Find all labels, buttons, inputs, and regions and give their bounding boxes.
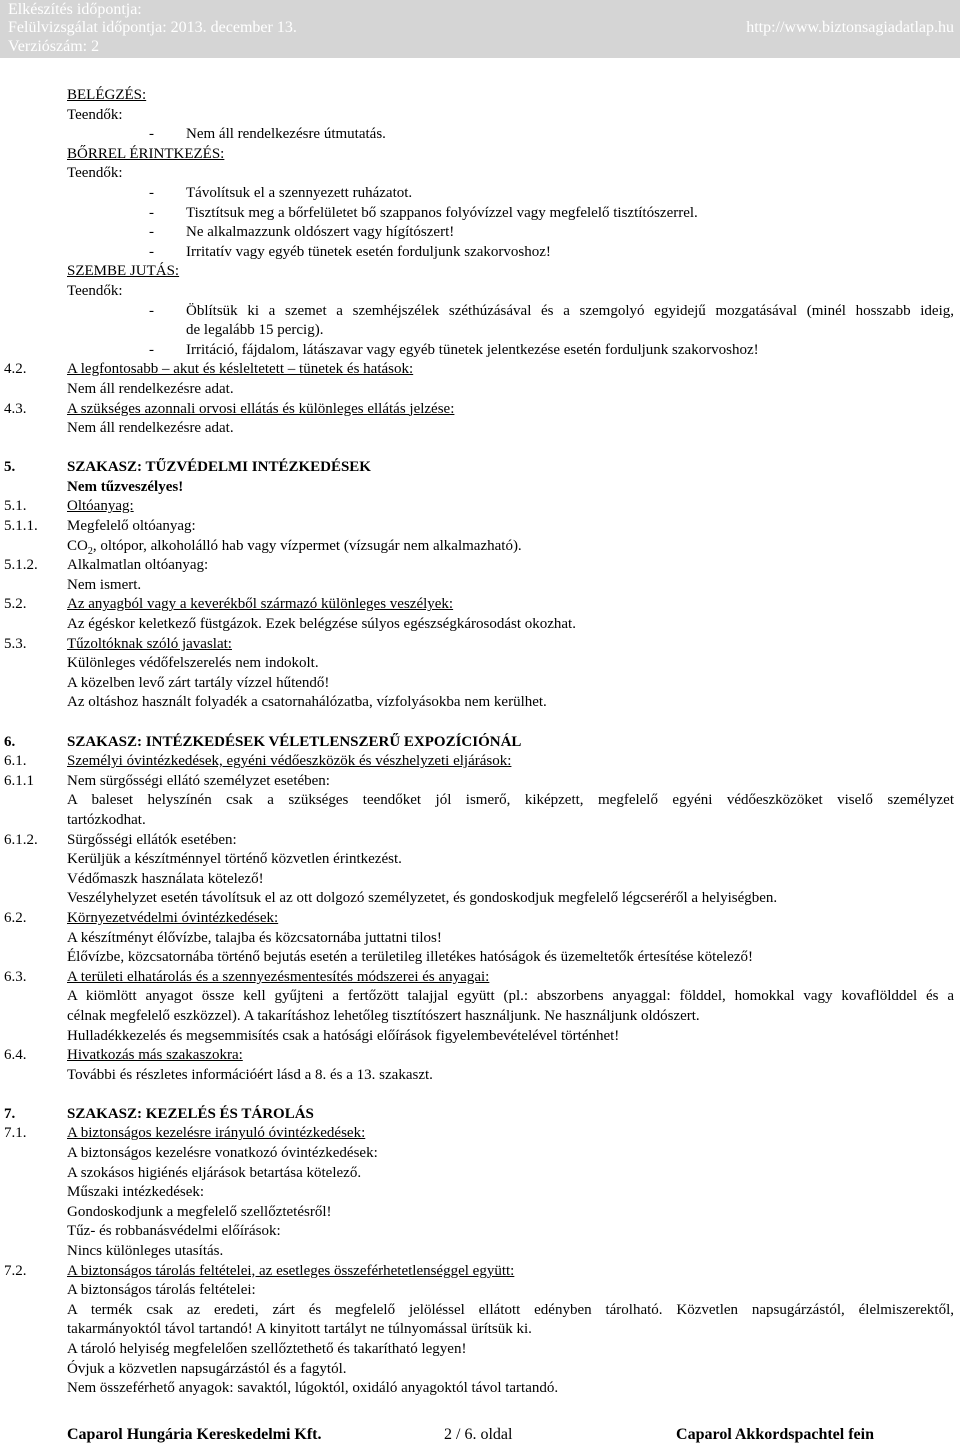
- section-heading: Hivatkozás más szakaszokra:: [67, 1047, 243, 1064]
- section-subtitle: Nem tűzveszélyes!: [67, 478, 184, 495]
- section-heading: A biztonságos tárolás feltételei, az esetleges összeférhetetlenséggel együtt:: [67, 1262, 515, 1279]
- section-number: 5.3.: [4, 635, 27, 652]
- section-text: célnak megfelelő eszközzel). A takarításhoz lehetőleg tisztítószert használjunk. Ne használjunk oldószert.: [67, 1007, 700, 1024]
- header-url-link[interactable]: http://www.biztonsagiadatlap.hu: [746, 19, 954, 36]
- section-number: 5.: [4, 459, 16, 476]
- section-text: tartózkodhat.: [67, 811, 146, 828]
- section-text: A kiömlött anyagot össze kell gyűjteni a fertőzött talajjal együtt (pl.: abszorbens anyaggal: földdel, homokkal vagy kovaflölddel és a: [67, 988, 954, 1005]
- list-item: Öblítsük ki a szemet a szemhéjszélek széthúzásával és a szemgolyó egyidejű mozgatásával (minél hosszabb ideig,: [186, 302, 954, 319]
- section-number: 5.1.2.: [4, 557, 38, 574]
- section-text: Nem összeférhető anyagok: savaktól, lúgoktól, oxidáló anyagoktól távol tartandó.: [67, 1380, 559, 1397]
- section-number: 6.: [4, 733, 16, 750]
- list-item: Távolítsuk el a szennyezett ruházatot.: [186, 184, 413, 201]
- section-text: Kerüljük a készítménnyel történő közvetlen érintkezést.: [67, 851, 402, 868]
- section-heading: A legfontosabb – akut és késleltetett – tünetek és hatások:: [67, 361, 414, 378]
- section-text: Élővízbe, közcsatornába történő bejutás esetén a területileg illetékes hatóságok és üzemeltetők értesítése kötelező!: [67, 949, 753, 966]
- skin-contact-title: BŐRREL ÉRINTKEZÉS:: [67, 145, 225, 162]
- section-text: Az égéskor keletkező füstgázok. Ezek belégzése súlyos egészségkárosodást okozhat.: [67, 616, 576, 633]
- section-text: A közelben levő zárt tartály vízzel hűtendő!: [67, 674, 330, 691]
- section-number: 6.1.2.: [4, 831, 38, 848]
- section-heading: Környezetvédelmi óvintézkedések:: [67, 909, 279, 926]
- todo-label: Teendők:: [67, 282, 123, 299]
- section-text: Nincs különleges utasítás.: [67, 1243, 224, 1260]
- section-text: $CO_2$, oltópor, alkoholálló hab vagy vízpermet (vízsugár nem alkalmazható).: [67, 537, 522, 557]
- section-number: 7.: [4, 1105, 16, 1122]
- section-number: 5.1.: [4, 498, 27, 515]
- section-text: Műszaki intézkedések:: [67, 1184, 205, 1201]
- section-number: 7.2.: [4, 1262, 27, 1279]
- document-header: [0, 0, 960, 58]
- list-item: Tisztítsuk meg a bőrfelületet bő szappanos folyóvízzel vagy megfelelő tisztítószerrel.: [186, 204, 698, 221]
- section-text: A tároló helyiség megfelelően szellőztethető és takarítható legyen!: [67, 1341, 467, 1357]
- subsection-heading: Megfelelő oltóanyag:: [67, 518, 196, 535]
- eye-contact-title: SZEMBE JUTÁS:: [67, 263, 180, 280]
- list-item: Irritáció, fájdalom, látászavar vagy egyéb tünetek jelentkezése esetén forduljunk szakorvoshoz!: [186, 341, 759, 358]
- section-text: Veszélyhelyzet esetén távolítsuk el az ott dolgozó személyzetet, és gondoskodjuk megfelelő légcseréről a helyiségben.: [67, 890, 778, 907]
- section-heading: Oltóanyag:: [67, 498, 134, 515]
- footer-company: Caparol Hungária Kereskedelmi Kft.: [67, 1426, 322, 1443]
- section-text: Nem áll rendelkezésre adat.: [67, 380, 234, 397]
- section-text: Különleges védőfelszerelés nem indokolt.: [67, 655, 319, 672]
- subsection-heading: Nem sürgősségi ellátó személyzet esetében:: [67, 772, 330, 789]
- section-number: 5.2.: [4, 596, 27, 613]
- section-title: SZAKASZ: INTÉZKEDÉSEK VÉLETLENSZERŰ EXPOZÍCIÓNÁL: [67, 733, 522, 750]
- subsection-heading: Sürgősségi ellátók esetében:: [67, 831, 237, 848]
- section-heading: Az anyagból vagy a keverékből származó különleges veszélyek:: [67, 596, 454, 613]
- section-text: A biztonságos kezelésre vonatkozó óvintézkedések:: [67, 1145, 378, 1162]
- section-heading: A szükséges azonnali orvosi ellátás és különleges ellátás jelzése:: [67, 400, 455, 417]
- version-label: Verziószám: 2: [8, 38, 100, 55]
- section-text: A baleset helyszínén csak a szükséges teendőket jól ismerő, kiképzett, megfelelő egyéni védőeszközöket viselő személyzet: [67, 792, 954, 809]
- list-item-continuation: de legalább 15 percig).: [186, 322, 324, 339]
- section-number: 6.1.1: [4, 772, 34, 789]
- section-text: Óvjuk a közvetlen napsugárzástól és a fagytól.: [67, 1360, 347, 1377]
- section-heading: Személyi óvintézkedések, egyéni védőeszközök és vészhelyzeti eljárások:: [67, 753, 512, 770]
- footer-product: Caparol Akkordspachtel fein: [676, 1426, 874, 1443]
- document-body: BELÉGZÉS: Teendők: - Nem áll rendelkezésre útmutatás. BŐRREL ÉRINTKEZÉS: Teendők: - Távolítsuk el a szennyezett ruházatot. - Tisztítsuk meg a bőrfelületet bő szappanos folyóvízzel vagy megfelelő tisztítószerrel. - Ne alkalmazzunk oldószert vagy hígítószert! - Irritatív vagy egyéb tünetek esetén forduljunk szakorvoshoz! SZEMBE JUTÁS: Teendők: - Öblítsük ki a szemet a szemhéjszélek széthúzásával és a szemgolyó egyidejű mozgatásával (minél hosszabb ideig, de legalább 15 percig). - Irritáció, fájdalom, látászavar vagy egyéb tünetek jelentkezése esetén forduljunk szakorvoshoz! 4.2. A legfontosabb – akut és késleltetett – tünetek és hatások: Nem áll rendelkezésre adat. 4.3. A szükséges azonnali orvosi ellátás és különleges ellátás jelzése: Nem áll rendelkezésre adat. 5. SZAKASZ: TŰZVÉDELMI INTÉZKEDÉSEK Nem tűzveszélyes! 5.1. Oltóanyag: 5.1.1. Megfelelő oltóanyag: $CO_2$, oltópor, alkoholálló hab vagy vízpermet (vízsugár nem alkalmazható). 5.1.2. Alkalmatlan oltóanyag: Nem ismert. 5.2. Az anyagból vagy a keverékből származó különleges veszélyek: Az égéskor keletkező füstgázok. Ezek belégzése súlyos egészségkárosodást okozhat. 5.3. Tűzoltóknak szóló javaslat: Különleges védőfelszerelés nem indokolt. A közelben levő zárt tartály vízzel hűtendő! Az oltáshoz használt folyadék a csatornahálózatba, vízfolyásokba nem kerülhet. 6. SZAKASZ: INTÉZKEDÉSEK VÉLETLENSZERŰ EXPOZÍCIÓNÁL 6.1. Személyi óvintézkedések, egyéni védőeszközök és vészhelyzeti eljárások: 6.1.1 Nem sürgősségi ellátó személyzet esetében: A baleset helyszínén csak a szükséges teendőket jól ismerő, kiképzett, megfelelő egyéni védőeszközöket viselő személyzet tartózkodhat. 6.1.2. Sürgősségi ellátók esetében: Kerüljük a készítménnyel történő közvetlen érintkezést. Védőmaszk használata kötelező! Veszélyhelyzet esetén távolítsuk el az ott dolgozó személyzetet, és gondoskodjuk megfelelő légcseréről a helyiségben. 6.2. Környezetvédelmi óvintézkedések: A készítményt élővízbe, talajba és közcsatornába juttatni tilos! Élővízbe, közcsatornába történő bejutás esetén a területileg illetékes hatóságok és üzemeltetők értesítése kötelező! 6.3. A területi elhatárolás és a szennyezésmentesítés módszerei és anyagai: A kiömlött anyagot össze kell gyűjteni a fertőzött talajjal együtt (pl.: abszorbens anyaggal: földdel, homokkal vagy kovaflölddel és a célnak megfelelő eszközzel). A takarításhoz lehetőleg tisztítószert használjunk. Ne használjunk oldószert. Hulladékkezelés és megsemmisítés csak a hatósági előírások figyelembevételével történhet! 6.4. Hivatkozás más szakaszokra: További és részletes információért lásd a 8. és a 13. szakaszt. 7. SZAKASZ: KEZELÉS ÉS TÁROLÁS 7.1. A biztonságos kezelésre irányuló óvintézkedések: A biztonságos kezelésre vonatkozó óvintézkedések: A szokásos higiénés eljárások betartása kötelező. Műszaki intézkedések: Gondoskodjunk a megfelelő szellőztetésről! Tűz- és robbanásvédelmi előírások: Nincs különleges utasítás. 7.2. A biztonságos tárolás feltételei, az esetleges összeférhetetlenséggel együtt: A biztonságos tárolás feltételei: A termék csak az eredeti, zárt és megfelelő jelöléssel ellátott edényben tárolható. Közvetlen napsugárzástól, élelmiszerektől, takarmányoktól távol tartandó! A kinyitott tartályt ne túlnyomással ürítsük ki. A tároló helyiség megfelelően szellőztethető és takarítható legyen! Óvjuk a közvetlen napsugárzástól és a fagytól. Nem összeférhető anyagok: savaktól, lúgoktól, oxidáló anyagoktól távol tartandó.: [0, 86, 960, 1399]
- todo-label: Teendők:: [67, 106, 123, 123]
- section-text: A termék csak az eredeti, zárt és megfelelő jelöléssel ellátott edényben tárolható. Közvetlen napsugárzástól, élelmiszerektől,: [67, 1301, 954, 1318]
- section-text: Védőmaszk használata kötelező!: [67, 870, 264, 887]
- list-item: Irritatív vagy egyéb tünetek esetén forduljunk szakorvoshoz!: [186, 243, 551, 260]
- document-footer: [0, 1426, 960, 1447]
- section-text: A biztonságos tárolás feltételei:: [67, 1282, 256, 1299]
- inhalation-title: BELÉGZÉS:: [67, 87, 147, 103]
- section-number: 6.1.: [4, 753, 27, 770]
- section-number: 4.3.: [4, 400, 27, 417]
- revision-date-label: Felülvizsgálat időpontja: 2013. december 13.: [8, 19, 297, 36]
- section-number: 6.4.: [4, 1047, 27, 1064]
- section-text: Nem áll rendelkezésre adat.: [67, 420, 234, 437]
- list-item: Nem áll rendelkezésre útmutatás.: [186, 126, 386, 143]
- section-number: 4.2.: [4, 361, 27, 378]
- section-number: 6.2.: [4, 909, 27, 926]
- section-text: Nem ismert.: [67, 576, 142, 593]
- section-text: A készítményt élővízbe, talajba és közcsatornába juttatni tilos!: [67, 929, 442, 946]
- section-text: Az oltáshoz használt folyadék a csatornahálózatba, vízfolyásokba nem kerülhet.: [67, 694, 547, 711]
- section-number: 5.1.1.: [4, 518, 38, 535]
- section-title: SZAKASZ: TŰZVÉDELMI INTÉZKEDÉSEK: [67, 459, 371, 476]
- section-text: Hulladékkezelés és megsemmisítés csak a hatósági előírások figyelembevételével történhet!: [67, 1027, 620, 1044]
- section-text: További és részletes információért lásd a 8. és a 13. szakaszt.: [67, 1066, 433, 1083]
- subsection-heading: Alkalmatlan oltóanyag:: [67, 557, 209, 574]
- todo-label: Teendők:: [67, 165, 123, 182]
- section-text: A szokásos higiénés eljárások betartása kötelező.: [67, 1164, 362, 1181]
- section-text: Gondoskodjunk a megfelelő szellőztetésről!: [67, 1203, 332, 1220]
- section-heading: A területi elhatárolás és a szennyezésmentesítés módszerei és anyagai:: [67, 968, 490, 985]
- prepared-date-label: Elkészítés időpontja:: [8, 1, 142, 18]
- section-number: 6.3.: [4, 968, 27, 985]
- section-text: Tűz- és robbanásvédelmi előírások:: [67, 1223, 281, 1240]
- section-text: takarmányoktól távol tartandó! A kinyitott tartályt ne túlnyomással ürítsük ki.: [67, 1321, 532, 1338]
- section-number: 7.1.: [4, 1125, 27, 1142]
- section-title: SZAKASZ: KEZELÉS ÉS TÁROLÁS: [67, 1105, 314, 1122]
- footer-page-number: 2 / 6. oldal: [444, 1426, 513, 1443]
- list-item: Ne alkalmazzunk oldószert vagy hígítószert!: [186, 224, 455, 241]
- section-heading: Tűzoltóknak szóló javaslat:: [67, 635, 232, 652]
- section-heading: A biztonságos kezelésre irányuló óvintézkedések:: [67, 1125, 366, 1142]
